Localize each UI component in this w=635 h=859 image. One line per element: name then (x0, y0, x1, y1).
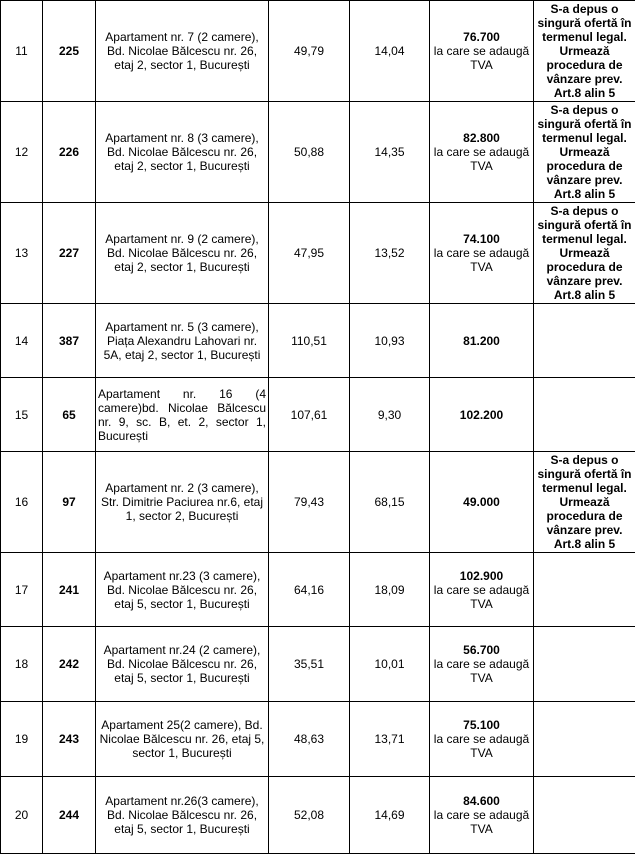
row-number: 19 (1, 702, 43, 777)
land-area: 13,52 (350, 203, 430, 304)
property-code: 243 (43, 702, 96, 777)
land-area: 18,09 (350, 553, 430, 627)
row-number: 17 (1, 553, 43, 627)
property-code: 241 (43, 553, 96, 627)
row-number: 13 (1, 203, 43, 304)
status-note (534, 553, 635, 627)
table-body (1, 1, 635, 854)
useful-area: 64,16 (269, 553, 350, 627)
price-amount: 76.700 (463, 30, 500, 44)
price-cell (430, 553, 534, 627)
price-amount: 84.600 (463, 794, 500, 808)
property-code: 244 (43, 777, 96, 854)
price-cell (430, 452, 534, 553)
price-cell (430, 304, 534, 378)
price-amount: 81.200 (463, 333, 500, 348)
property-code: 226 (43, 102, 96, 203)
property-description: Apartament 25(2 camere), Bd. Nicolae Bălcescu nr. 26, etaj 5, sector 1, București (96, 702, 269, 777)
property-description: Apartament nr. 16 (4 camere)bd. Nicolae Bălcescu nr. 9, sc. B, et. 2, sector 1, București (96, 378, 269, 452)
property-description: Apartament nr.26(3 camere), Bd. Nicolae Bălcescu nr. 26, etaj 5, sector 1, București (96, 777, 269, 854)
price-amount: 75.100 (463, 718, 500, 732)
property-description: Apartament nr. 5 (3 camere), Piața Alexandru Lahovari nr. 5A, etaj 2, sector 1, București (96, 304, 269, 378)
status-note (534, 304, 635, 378)
vat-note: la care se adaugă TVA (433, 808, 530, 836)
property-code: 225 (43, 1, 96, 102)
useful-area: 52,08 (269, 777, 350, 854)
property-code: 387 (43, 304, 96, 378)
vat-note: la care se adaugă TVA (433, 582, 530, 611)
status-note (534, 702, 635, 777)
useful-area: 49,79 (269, 1, 350, 102)
land-area: 10,93 (350, 304, 430, 378)
row-number: 12 (1, 102, 43, 203)
table-row (1, 1, 635, 102)
land-area: 10,01 (350, 627, 430, 702)
useful-area: 48,63 (269, 702, 350, 777)
price-amount: 102.900 (459, 568, 504, 583)
table-row (1, 378, 635, 452)
price-cell (430, 378, 534, 452)
property-code: 227 (43, 203, 96, 304)
price-cell (430, 702, 534, 777)
useful-area: 47,95 (269, 203, 350, 304)
row-number: 11 (1, 1, 43, 102)
property-code: 97 (43, 452, 96, 553)
land-area: 14,69 (350, 777, 430, 854)
price-amount: 74.100 (463, 232, 500, 246)
vat-note: la care se adaugă TVA (433, 732, 530, 760)
property-code: 65 (43, 378, 96, 452)
status-note: S-a depus o singură ofertă în termenul legal. Urmează procedura de vânzare prev. Art.8 alin 5 (534, 203, 635, 304)
vat-note: la care se adaugă TVA (433, 145, 530, 173)
table-row (1, 702, 635, 777)
vat-note: la care se adaugă TVA (433, 657, 530, 685)
property-description: Apartament nr.23 (3 camere), Bd. Nicolae Bălcescu nr. 26, etaj 5, sector 1, București (96, 553, 269, 627)
price-cell (430, 627, 534, 702)
useful-area: 110,51 (269, 304, 350, 378)
table-row (1, 452, 635, 553)
price-cell (430, 203, 534, 304)
land-area: 13,71 (350, 702, 430, 777)
property-code: 242 (43, 627, 96, 702)
land-area: 68,15 (350, 452, 430, 553)
status-note: S-a depus o singură ofertă în termenul legal. Urmează procedura de vânzare prev. Art.8 alin 5 (534, 102, 635, 203)
land-area: 14,04 (350, 1, 430, 102)
status-note (534, 378, 635, 452)
row-number: 14 (1, 304, 43, 378)
useful-area: 35,51 (269, 627, 350, 702)
land-area: 9,30 (350, 378, 430, 452)
price-amount: 56.700 (463, 643, 500, 657)
vat-note: la care se adaugă TVA (433, 44, 530, 72)
vat-note: la care se adaugă TVA (433, 246, 530, 274)
price-cell (430, 102, 534, 203)
property-description: Apartament nr. 7 (2 camere), Bd. Nicolae Bălcescu nr. 26, etaj 2, sector 1, București (96, 1, 269, 102)
price-amount: 82.800 (463, 131, 500, 145)
table-row (1, 203, 635, 304)
price-cell (430, 1, 534, 102)
property-description: Apartament nr. 9 (2 camere), Bd. Nicolae Bălcescu nr. 26, etaj 2, sector 1, București (96, 203, 269, 304)
table-row (1, 102, 635, 203)
price-cell (430, 777, 534, 854)
status-note: S-a depus o singură ofertă în termenul legal. Urmează procedura de vânzare prev. Art.8 alin 5 (534, 452, 635, 553)
row-number: 16 (1, 452, 43, 553)
table-row (1, 627, 635, 702)
row-number: 18 (1, 627, 43, 702)
property-description: Apartament nr.24 (2 camere), Bd. Nicolae Bălcescu nr. 26, etaj 5, sector 1, București (96, 627, 269, 702)
status-note: S-a depus o singură ofertă în termenul legal. Urmează procedura de vânzare prev. Art.8 alin 5 (534, 1, 635, 102)
property-description: Apartament nr. 2 (3 camere), Str. Dimitrie Paciurea nr.6, etaj 1, sector 2, București (96, 452, 269, 553)
status-note (534, 627, 635, 702)
useful-area: 50,88 (269, 102, 350, 203)
price-amount: 49.000 (463, 495, 500, 509)
status-note (534, 777, 635, 854)
table-row (1, 553, 635, 627)
property-description: Apartament nr. 8 (3 camere), Bd. Nicolae Bălcescu nr. 26, etaj 2, sector 1, București (96, 102, 269, 203)
useful-area: 79,43 (269, 452, 350, 553)
row-number: 20 (1, 777, 43, 854)
useful-area: 107,61 (269, 378, 350, 452)
row-number: 15 (1, 378, 43, 452)
table-row (1, 777, 635, 854)
price-amount: 102.200 (459, 407, 504, 422)
table-row (1, 304, 635, 378)
land-area: 14,35 (350, 102, 430, 203)
